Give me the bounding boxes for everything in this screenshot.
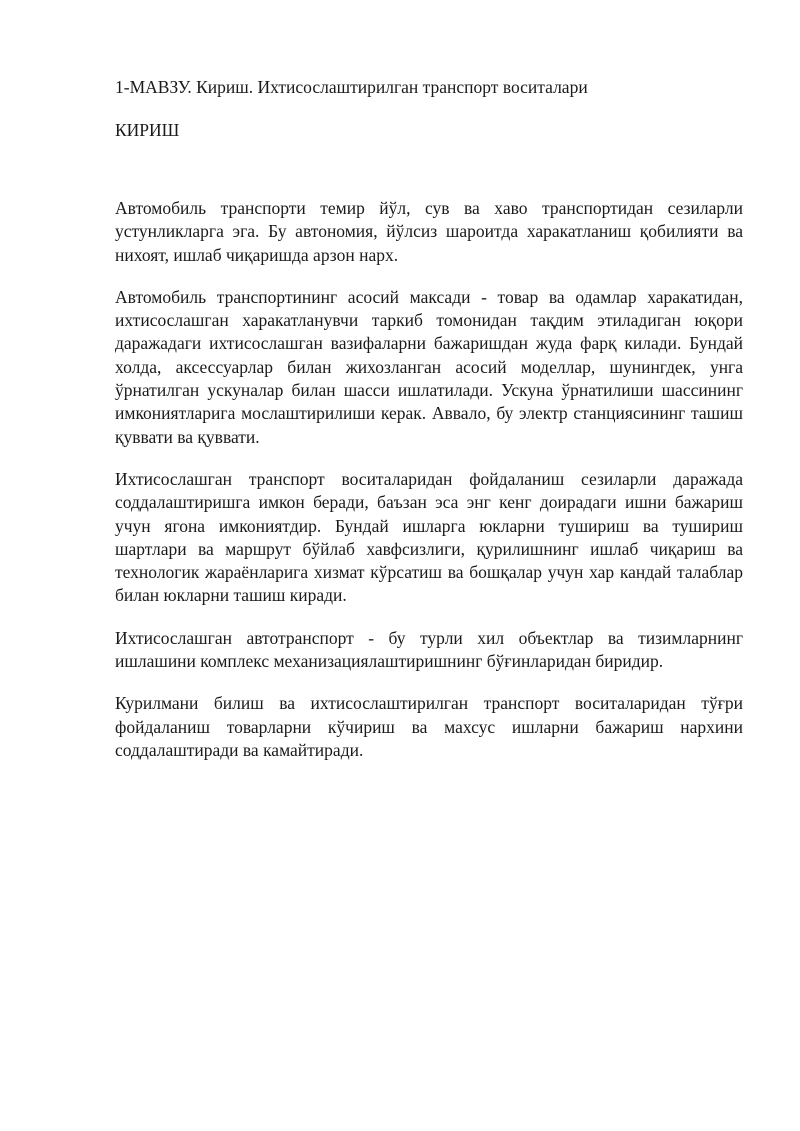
body-text <box>115 197 743 781</box>
document-title: 1-МАВЗУ. Кириш. Ихтисослаштирилган транспорт воситалари <box>115 77 588 97</box>
paragraph: Ихтисослашган транспорт воситаларидан фойдаланиш сезиларли даражада соддалаштиришга имкон беради, баъзан эса энг кенг доирадаги ишни бажариш учун ягона имкониятдир. Бундай ишларга юкларни тушириш ва тушириш шартлари ва маршрут бўйлаб хавфсизлиги, қурилишнинг ишлаб чиқариш ва технологик жараёнларига хизмат кўрсатиш ва бошқалар учун хар кандай талаблар билан юкларни ташиш киради. <box>115 468 743 606</box>
paragraph: Курилмани билиш ва ихтисослаштирилган транспорт воситаларидан тўғри фойдаланиш товарларни кўчириш ва махсус ишларни бажариш нархини соддалаштиради ва камайтиради. <box>115 693 743 760</box>
paragraph: Автомобиль транспорти темир йўл, сув ва хаво транспортидан сезиларли устунликларга эга. Бу автономия, йўлсиз шароитда харакатланиш қобилияти ва нихоят, ишлаб чиқаришда арзон нарх. <box>115 198 743 265</box>
paragraph: Ихтисослашган автотранспорт - бу турли хил объектлар ва тизимларнинг ишлашини комплекс механизациялаштиришнинг бўғинларидан биридир. <box>115 627 743 672</box>
paragraph: Автомобиль транспортининг асосий максади - товар ва одамлар харакатидан, ихтисослашган харакатланувчи таркиб томонидан тақдим этиладиган юқори даражадаги ихтисослашган вазифаларни бажаришдан жуда фарқ килади. Бундай холда, аксессуарлар билан жихозланган асосий моделлар, шунингдек, унга ўрнатилган ускуналар билан шасси ишлатилади. Ускуна ўрнатилиши шассининг имкониятларига мослаштирилиши керак. Аввало, бу электр станциясининг ташиш қуввати ва қуввати. <box>115 286 743 447</box>
section-heading: КИРИШ <box>115 120 180 140</box>
